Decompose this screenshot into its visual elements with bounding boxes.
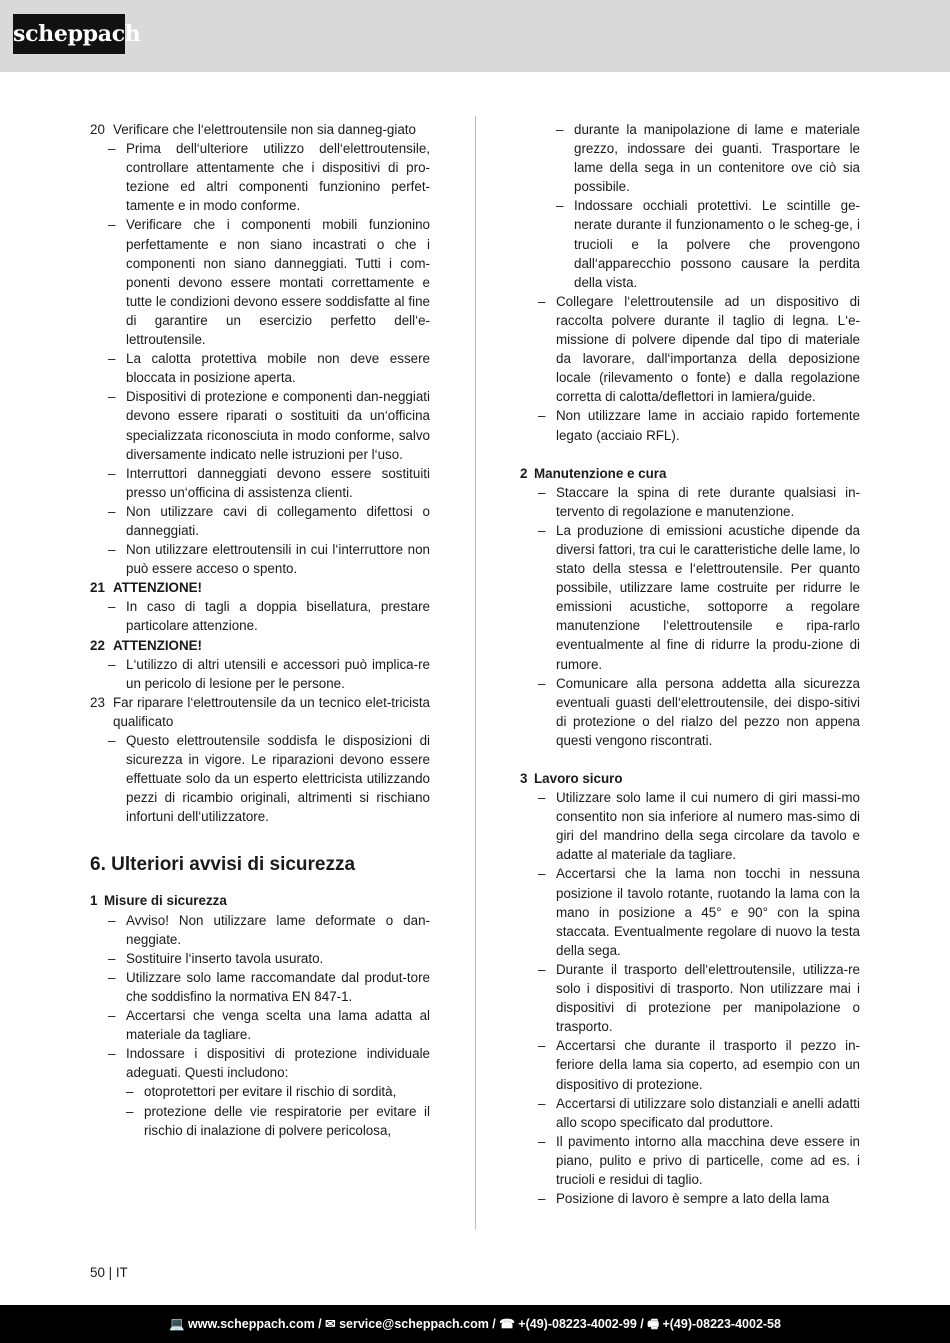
list-marker: – — [126, 1084, 134, 1100]
list-item — [90, 968, 430, 1006]
list-marker: – — [538, 675, 546, 691]
subsection-title: Lavoro sicuro — [534, 771, 623, 786]
list-marker: – — [126, 1103, 134, 1119]
list-marker: – — [538, 293, 546, 309]
column-divider — [475, 116, 476, 1230]
list-marker: – — [108, 503, 116, 519]
list-item — [520, 1094, 860, 1132]
list-text: Posizione di lavoro è sempre a lato della lama — [556, 1191, 830, 1207]
list-marker: 20 — [90, 122, 105, 137]
list-text: protezione delle vie respiratorie per evitare il rischio di inalazione di polvere pericolosa, — [144, 1103, 430, 1138]
list-text: Non utilizzare elettroutensili in cui l‘interruttore non può essere acceso o spento. — [126, 542, 430, 577]
list-marker: – — [108, 389, 116, 405]
subsection-number: 2 — [520, 465, 528, 481]
subsection-number: 1 — [90, 893, 98, 909]
list-item — [520, 960, 860, 1036]
list-text: Utilizzare solo lame raccomandate dal produt-tore che soddisfino la normativa EN 847-1. — [126, 969, 430, 1004]
list-item — [90, 693, 430, 731]
list-text: Accertarsi che la lama non tocchi in nessuna posizione il tavolo rotante, ruotando la lama con la mano in posizione a 45° e 90° con la spina staccata. Eventualmente regolare di nuovo la testa della sega. — [556, 866, 860, 958]
list-marker: – — [538, 961, 546, 977]
list-text: Dispositivi di protezione e componenti dan-neggiati devono essere riparati o sostituiti da un‘officina specializzata riconosciuta in modo conforme, salvo diversamente indicato nelle istruzioni per l‘uso. — [126, 389, 430, 462]
list-marker: – — [108, 351, 116, 367]
list-marker: – — [108, 542, 116, 558]
list-text: Sostituire l‘inserto tavola usurato. — [126, 950, 324, 966]
list-text: Indossare occhiali protettivi. Le scintille ge-nerate durante il funzionamento o le scheg-ge, i trucioli e la polvere che provengono dall‘apparecchio possono causare la perdita della vista. — [574, 198, 860, 290]
list-item — [90, 578, 430, 597]
list-text: Prima dell‘ulteriore utilizzo dell‘elettroutensile, controllare attentamente che i dispositivi di pro-tezione ed altri componenti funzionino perfet-tamente e in modo conforme. — [126, 141, 430, 214]
list-marker: – — [538, 1191, 546, 1207]
list-item — [520, 196, 860, 291]
list-text: La produzione di emissioni acustiche dipende da diversi fattori, tra cui le caratteristiche delle lame, lo stato della stessa e l‘elettroutensile. Per quanto possibile, utilizzare lame costruite per ridurre le emissioni acustiche, sottoporre a regolare manutenzione l‘elettroutensile e ripa-rarlo eventualmente al fine di ridurre la produ-zione di rumore. — [556, 522, 860, 672]
list-marker: – — [538, 522, 546, 538]
list-marker: – — [108, 912, 116, 928]
list-text: Indossare i dispositivi di protezione individuale adeguati. Questi includono: — [126, 1046, 430, 1081]
list-marker: – — [108, 1008, 116, 1024]
list-text: Interruttori danneggiati devono essere sostituiti presso un‘officina di assistenza clienti. — [126, 465, 430, 500]
list-marker: – — [556, 198, 564, 214]
list-marker: – — [108, 217, 116, 233]
list-item — [90, 1082, 430, 1101]
list-item — [90, 731, 430, 826]
list-item — [90, 215, 430, 349]
list-text: Questo elettroutensile soddisfa le disposizioni di sicurezza in vigore. Le riparazioni devono essere effettuate solo da un esperto elettricista utilizzando pezzi di ricambio originali, altrimenti si rischiano infortuni dell‘utilizzatore. — [126, 733, 430, 825]
list-marker: – — [108, 599, 116, 615]
subsection-number: 3 — [520, 771, 528, 786]
left-column — [90, 120, 430, 1140]
list-text: In caso di tagli a doppia bisellatura, prestare particolare attenzione. — [126, 599, 430, 634]
list-item — [520, 292, 860, 407]
list-text: La calotta protettiva mobile non deve essere bloccata in posizione aperta. — [126, 351, 430, 386]
list-item — [520, 1132, 860, 1189]
list-marker: – — [538, 484, 546, 500]
list-marker: – — [108, 1046, 116, 1062]
list-marker: – — [108, 656, 116, 672]
list-item — [520, 1189, 860, 1208]
list-item — [520, 788, 860, 864]
list-text: Accertarsi che venga scelta una lama adatta al materiale da tagliare. — [126, 1008, 430, 1043]
list-item — [90, 1102, 430, 1140]
list-marker: – — [556, 122, 564, 137]
list-item — [90, 387, 430, 463]
list-text: Far riparare l‘elettroutensile da un tecnico elet-tricista qualificato — [113, 694, 430, 729]
list-text: Non utilizzare lame in acciaio rapido fortemente legato (acciaio RFL). — [556, 408, 860, 443]
list-marker: – — [108, 465, 116, 481]
list-text: Collegare l‘elettroutensile ad un dispositivo di raccolta polvere durante il taglio di legna. L‘e-missione di polvere dipende dal tipo di materiale da lavorare, dall‘importanza della deposizione locale (rilevamento o fonte) e dalla regolazione corretta di calotta/deflettori in lamiera/guide. — [556, 293, 860, 405]
subsection-title: Manutenzione e cura — [534, 465, 667, 481]
list-marker: – — [538, 408, 546, 424]
right-column — [520, 120, 860, 1208]
list-item — [90, 911, 430, 949]
list-item — [520, 674, 860, 750]
list-text: Non utilizzare cavi di collegamento difettosi o danneggiati. — [126, 503, 430, 538]
list-text: Verificare che i componenti mobili funzionino perfettamente e non siano incastrati o che i componenti non siano danneggiati. Tutti i com-ponenti devono essere montati correttamente e tutte le condizioni devono essere soddisfatte al fine di garantire un esercizio perfetto dell‘e-lettroutensile. — [126, 217, 430, 348]
subsection-heading — [520, 769, 860, 788]
list-marker: – — [108, 733, 116, 748]
list-item — [90, 597, 430, 635]
list-item — [90, 464, 430, 502]
list-item — [90, 349, 430, 387]
list-marker: – — [108, 969, 116, 985]
list-text: ATTENZIONE! — [113, 580, 203, 596]
list-item — [90, 949, 430, 968]
list-marker: – — [538, 1095, 546, 1111]
list-text: durante la manipolazione di lame e materiale grezzo, indossare dei guanti. Trasportare le lame della sega in un contenitore ove ciò sia possibile. — [574, 122, 860, 195]
list-item — [520, 864, 860, 959]
list-text: Il pavimento intorno alla macchina deve essere in piano, pulito e privo di particelle, come ad es. i trucioli e residui di taglio. — [556, 1133, 860, 1187]
list-item — [520, 1036, 860, 1093]
list-marker: – — [108, 141, 116, 157]
list-item — [520, 120, 860, 196]
footer-bar — [0, 1305, 950, 1343]
list-text: Durante il trasporto dell‘elettroutensile, utilizza-re solo i dispositivi di trasporto. Non utilizzare mai i dispositivi di protezione per manipolazione o trasporto. — [556, 961, 860, 1035]
list-item — [520, 483, 860, 521]
list-text: Verificare che l‘elettroutensile non sia danneg-giato — [113, 122, 416, 137]
list-item — [90, 1044, 430, 1082]
list-text: otoprotettori per evitare il rischio di sordità, — [144, 1084, 397, 1100]
page-number: 50 | IT — [90, 1265, 128, 1280]
list-marker: 21 — [90, 580, 105, 596]
list-marker: 22 — [90, 637, 105, 653]
list-item — [90, 502, 430, 540]
footer-contact: 💻 www.scheppach.com / ✉ service@scheppach.com / ☎ +(49)-08223-4002-99 / 🖷 +(49)-08223-4002-58 — [169, 1317, 781, 1331]
list-item — [90, 636, 430, 655]
subsection-heading — [520, 464, 860, 483]
list-item — [90, 139, 430, 215]
subsection-title: Misure di sicurezza — [104, 893, 227, 909]
list-text: Accertarsi che durante il trasporto il pezzo in-feriore della lama sia coperto, ad esempio con un dispositivo di protezione. — [556, 1038, 860, 1092]
list-marker: – — [538, 790, 546, 806]
list-text: Comunicare alla persona addetta alla sicurezza eventuali guasti dell‘elettroutensile, dei dispo-sitivi di protezione o del rialzo del pezzo non appena questi vengono riscontrati. — [556, 675, 860, 748]
list-marker: – — [538, 866, 546, 882]
list-marker: – — [108, 950, 116, 966]
list-item — [90, 1006, 430, 1044]
list-text: Accertarsi di utilizzare solo distanziali e anelli adatti allo scopo specificato dal produttore. — [556, 1095, 860, 1130]
subsection-heading — [90, 891, 430, 910]
list-item — [520, 406, 860, 444]
header-bar — [0, 0, 950, 72]
list-marker: – — [538, 1133, 546, 1149]
list-item — [90, 540, 430, 578]
brand-logo: scheppach — [13, 14, 125, 54]
list-text: L‘utilizzo di altri utensili e accessori può implica-re un pericolo di lesione per le persone. — [126, 656, 430, 691]
list-text: ATTENZIONE! — [113, 637, 203, 653]
list-item — [90, 120, 430, 139]
list-item — [520, 521, 860, 674]
list-marker: – — [538, 1038, 546, 1054]
section-title: 6. Ulteriori avvisi di sicurezza — [90, 854, 356, 876]
list-text: Staccare la spina di rete durante qualsiasi in-tervento di regolazione e manutenzione. — [556, 484, 860, 519]
list-text: Avviso! Non utilizzare lame deformate o dan-neggiate. — [126, 912, 430, 947]
list-text: Utilizzare solo lame il cui numero di giri massi-mo consentito non sia inferiore al numero mas-simo di giri del mandrino della sega circolare da tavolo e adatte al materiale da tagliare. — [556, 790, 860, 863]
list-item — [90, 655, 430, 693]
list-marker: 23 — [90, 694, 105, 710]
